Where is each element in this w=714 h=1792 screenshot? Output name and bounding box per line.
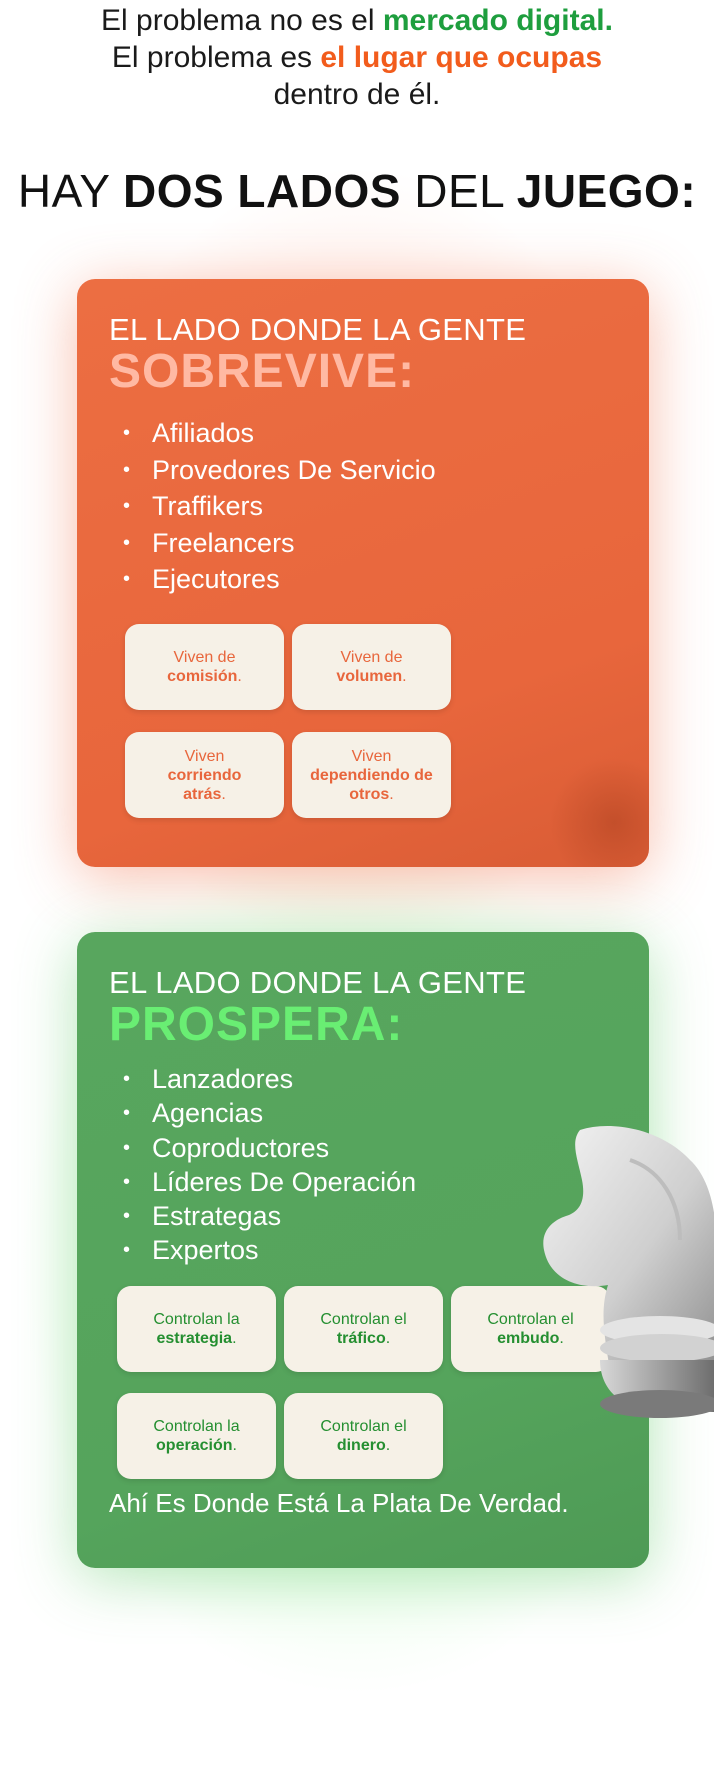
intro-line-2 (0, 39, 714, 76)
chip-traffic (284, 1286, 443, 1372)
chip-tail: . (389, 785, 394, 803)
chip-bold: operación (156, 1437, 233, 1454)
chip-tail: . (221, 785, 226, 803)
chip-volume (292, 624, 451, 710)
prosper-card-title: PROSPERA: (109, 998, 404, 1051)
list-item: • Coproductores (109, 1131, 617, 1165)
chip-line: Controlan el (320, 1311, 407, 1328)
chip-line: Controlan el (320, 1418, 407, 1435)
headline-part-3: DEL (400, 165, 517, 217)
list-item: • Provedores De Servicio (109, 452, 617, 489)
intro-line-3: dentro de él. (273, 78, 441, 111)
chip-line: Viven de (173, 649, 236, 666)
card-corner-shadow (549, 757, 649, 867)
chip-tail: . (385, 1330, 391, 1347)
intro-line-1 (0, 2, 714, 39)
chip-line: Viven (351, 747, 392, 765)
prosper-card-footer: Ahí Es Donde Está La Plata De Verdad. (109, 1488, 569, 1518)
list-item: • Expertos (109, 1233, 617, 1267)
chess-knight-icon (540, 1120, 714, 1420)
chip-bold-line (336, 667, 406, 686)
chip-bold: comisión (167, 668, 238, 685)
chip-tail: . (237, 668, 242, 685)
chip-line: Controlan el (487, 1311, 574, 1328)
chip-bold: volumen (336, 668, 403, 685)
list-item: • Traffikers (109, 488, 617, 525)
intro-text (0, 2, 714, 113)
intro-highlight-your-place: el lugar que ocupas (320, 41, 603, 74)
chip-line: Controlan la (153, 1418, 240, 1435)
prosper-card-kicker: EL LADO DONDE LA GENTE (109, 965, 527, 1000)
chip-bold: estrategia (156, 1330, 233, 1347)
chip-tail: . (559, 1330, 564, 1347)
chip-bold-line (167, 667, 242, 686)
headline-part-2: DOS LADOS (122, 165, 401, 217)
chip-commission (125, 624, 284, 710)
survive-card (77, 279, 649, 867)
chip-line: Viven de (340, 649, 403, 666)
chip-strategy (117, 1286, 276, 1372)
list-item: • Líderes De Operación (109, 1165, 617, 1199)
list-item: • Freelancers (109, 525, 617, 562)
chip-bold: tráfico (336, 1330, 386, 1347)
chip-bold-line (147, 766, 262, 804)
chip-tail: . (402, 668, 407, 685)
chip-bold-line (156, 1329, 236, 1348)
list-item: • Afiliados (109, 415, 617, 452)
page-headline (0, 164, 714, 218)
chip-bold-line (337, 1329, 390, 1348)
chip-line: Viven (184, 747, 225, 765)
chip-bold: dependiendo de otros (310, 766, 433, 803)
intro-line-2-text: El problema es (111, 41, 321, 74)
intro-line-1-text: El problema no es el (101, 4, 383, 37)
chip-tail: . (232, 1437, 237, 1454)
chip-bold-line (310, 766, 433, 804)
chip-depending-on-others (292, 732, 451, 818)
list-item: • Agencias (109, 1096, 617, 1130)
headline-part-1: HAY (17, 165, 123, 217)
chip-bold: dinero (336, 1437, 386, 1454)
survive-card-kicker: EL LADO DONDE LA GENTE (109, 312, 527, 347)
chip-bold: corriendo atrás (167, 766, 242, 803)
chip-bold-line (337, 1436, 390, 1455)
survive-card-title: SOBREVIVE: (109, 345, 416, 398)
chip-bold: embudo (497, 1330, 560, 1347)
chip-operation (117, 1393, 276, 1479)
list-item: • Ejecutores (109, 561, 617, 598)
survive-items-list (109, 415, 617, 598)
list-item: • Lanzadores (109, 1062, 617, 1096)
chip-tail: . (385, 1437, 391, 1454)
headline-part-4: JUEGO: (516, 165, 697, 217)
chip-line: Controlan la (153, 1311, 240, 1328)
chip-running-behind (125, 732, 284, 818)
list-item: • Estrategas (109, 1199, 617, 1233)
chip-tail: . (232, 1330, 237, 1347)
chip-bold-line (156, 1436, 237, 1455)
chip-money (284, 1393, 443, 1479)
intro-highlight-digital-market: mercado digital. (382, 4, 613, 37)
